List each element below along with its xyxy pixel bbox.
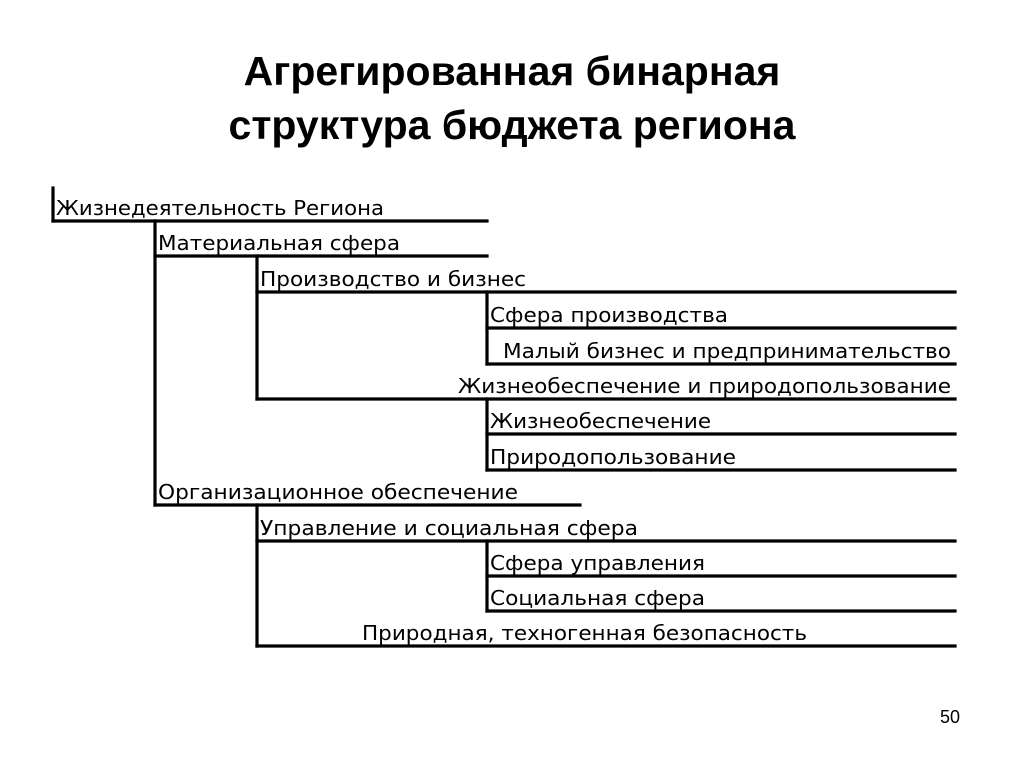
title-line-1: Агрегированная бинарная (243, 48, 781, 94)
title-line-2: структура бюджета региона (228, 102, 796, 148)
node-label-safety: Природная, техногенная безопасность (362, 621, 807, 645)
node-label-org-support: Организационное обеспечение (158, 480, 518, 504)
node-label-management-social: Управление и социальная сфера (260, 516, 638, 540)
node-label-production-sphere: Сфера производства (490, 303, 728, 327)
page-number: 50 (939, 707, 961, 727)
node-label-life-nature: Жизнеобеспечение и природопользование (458, 374, 951, 398)
node-label-management-sphere: Сфера управления (490, 551, 705, 575)
node-label-life-support: Жизнеобеспечение (490, 409, 711, 433)
node-label-social-sphere: Социальная сфера (490, 586, 705, 610)
node-label-root: Жизнедеятельность Региона (56, 196, 384, 220)
tree-labels (56, 196, 951, 645)
node-label-small-business: Малый бизнес и предпринимательство (503, 339, 951, 363)
node-label-material: Материальная сфера (158, 231, 400, 255)
node-label-nature-use: Природопользование (490, 445, 736, 469)
node-label-production-business: Производство и бизнес (260, 267, 526, 291)
